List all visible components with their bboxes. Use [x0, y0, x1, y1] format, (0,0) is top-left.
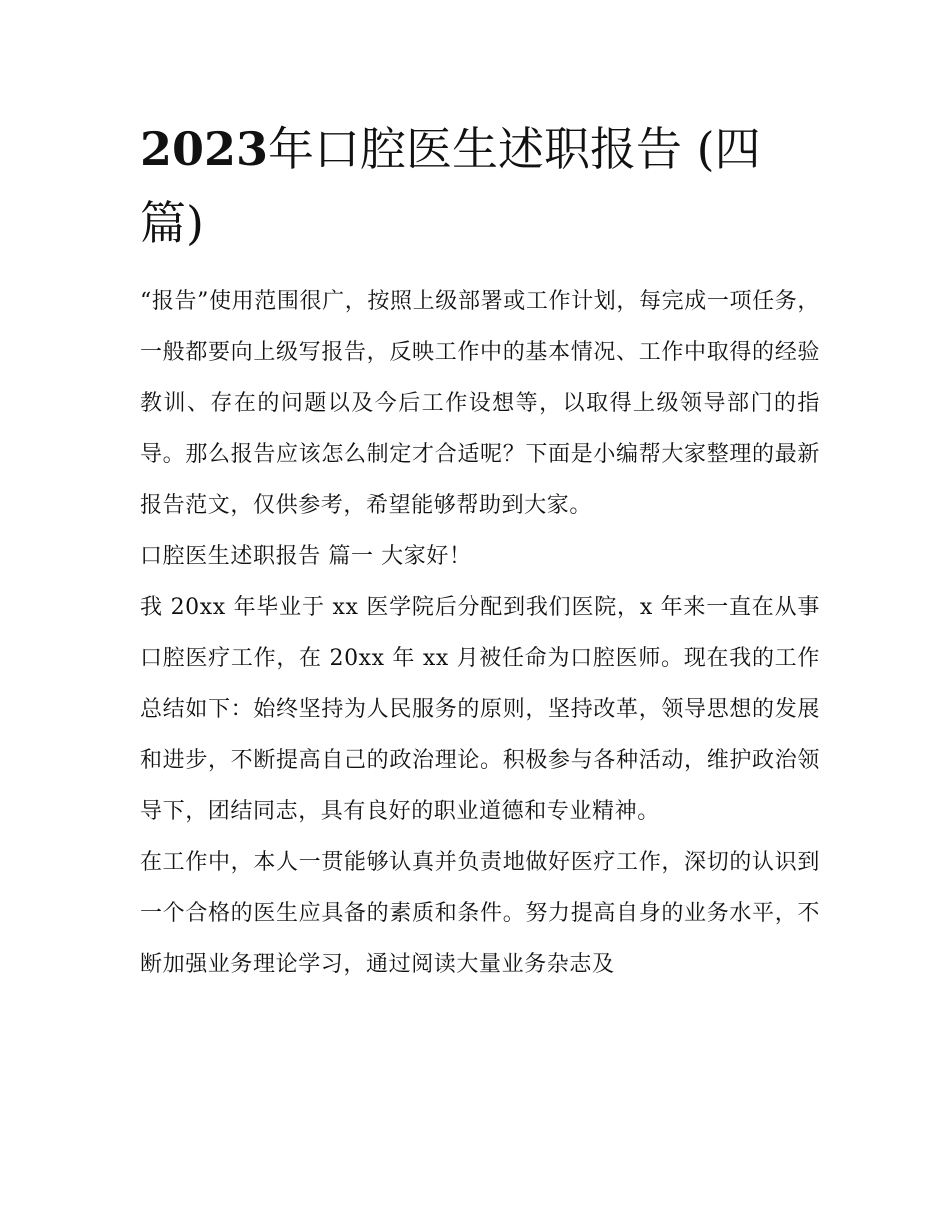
body-paragraph-1: 我 20xx 年毕业于 xx 医学院后分配到我们医院，x 年来一直在从事口腔医疗工作，在 20xx 年 xx 月被任命为口腔医师。现在我的工作总结如下：始终坚持为人民服务的原则，坚持改革，领导思想的发展和进步，不断提高自己的政治理论。积极参与各种活动，维护政治领导下，团结同志，具有良好的职业道德和专业精神。 [140, 595, 820, 824]
title-year: 2023 [140, 122, 269, 176]
document-page [140, 112, 820, 990]
title-text: 年口腔医生述职报告 (四篇) [140, 122, 761, 250]
document-title [140, 112, 820, 260]
body-paragraph-2: 在工作中，本人一贯能够认真并负责地做好医疗工作，深切的认识到一个合格的医生应具备的素质和条件。努力提高自身的业务水平，不断加强业务理论学习，通过阅读大量业务杂志及 [140, 850, 820, 977]
intro-paragraph: “报告”使用范围很广，按照上级部署或工作计划，每完成一项任务，一般都要向上级写报告，反映工作中的基本情况、工作中取得的经验教训、存在的问题以及今后工作设想等，以取得上级领导部门的指导。那么报告应该怎么制定才合适呢？下面是小编帮大家整理的最新报告范文，仅供参考，希望能够帮助到大家。 [140, 289, 820, 518]
section-heading-paragraph: 口腔医生述职报告 篇一 大家好！ [140, 544, 472, 569]
